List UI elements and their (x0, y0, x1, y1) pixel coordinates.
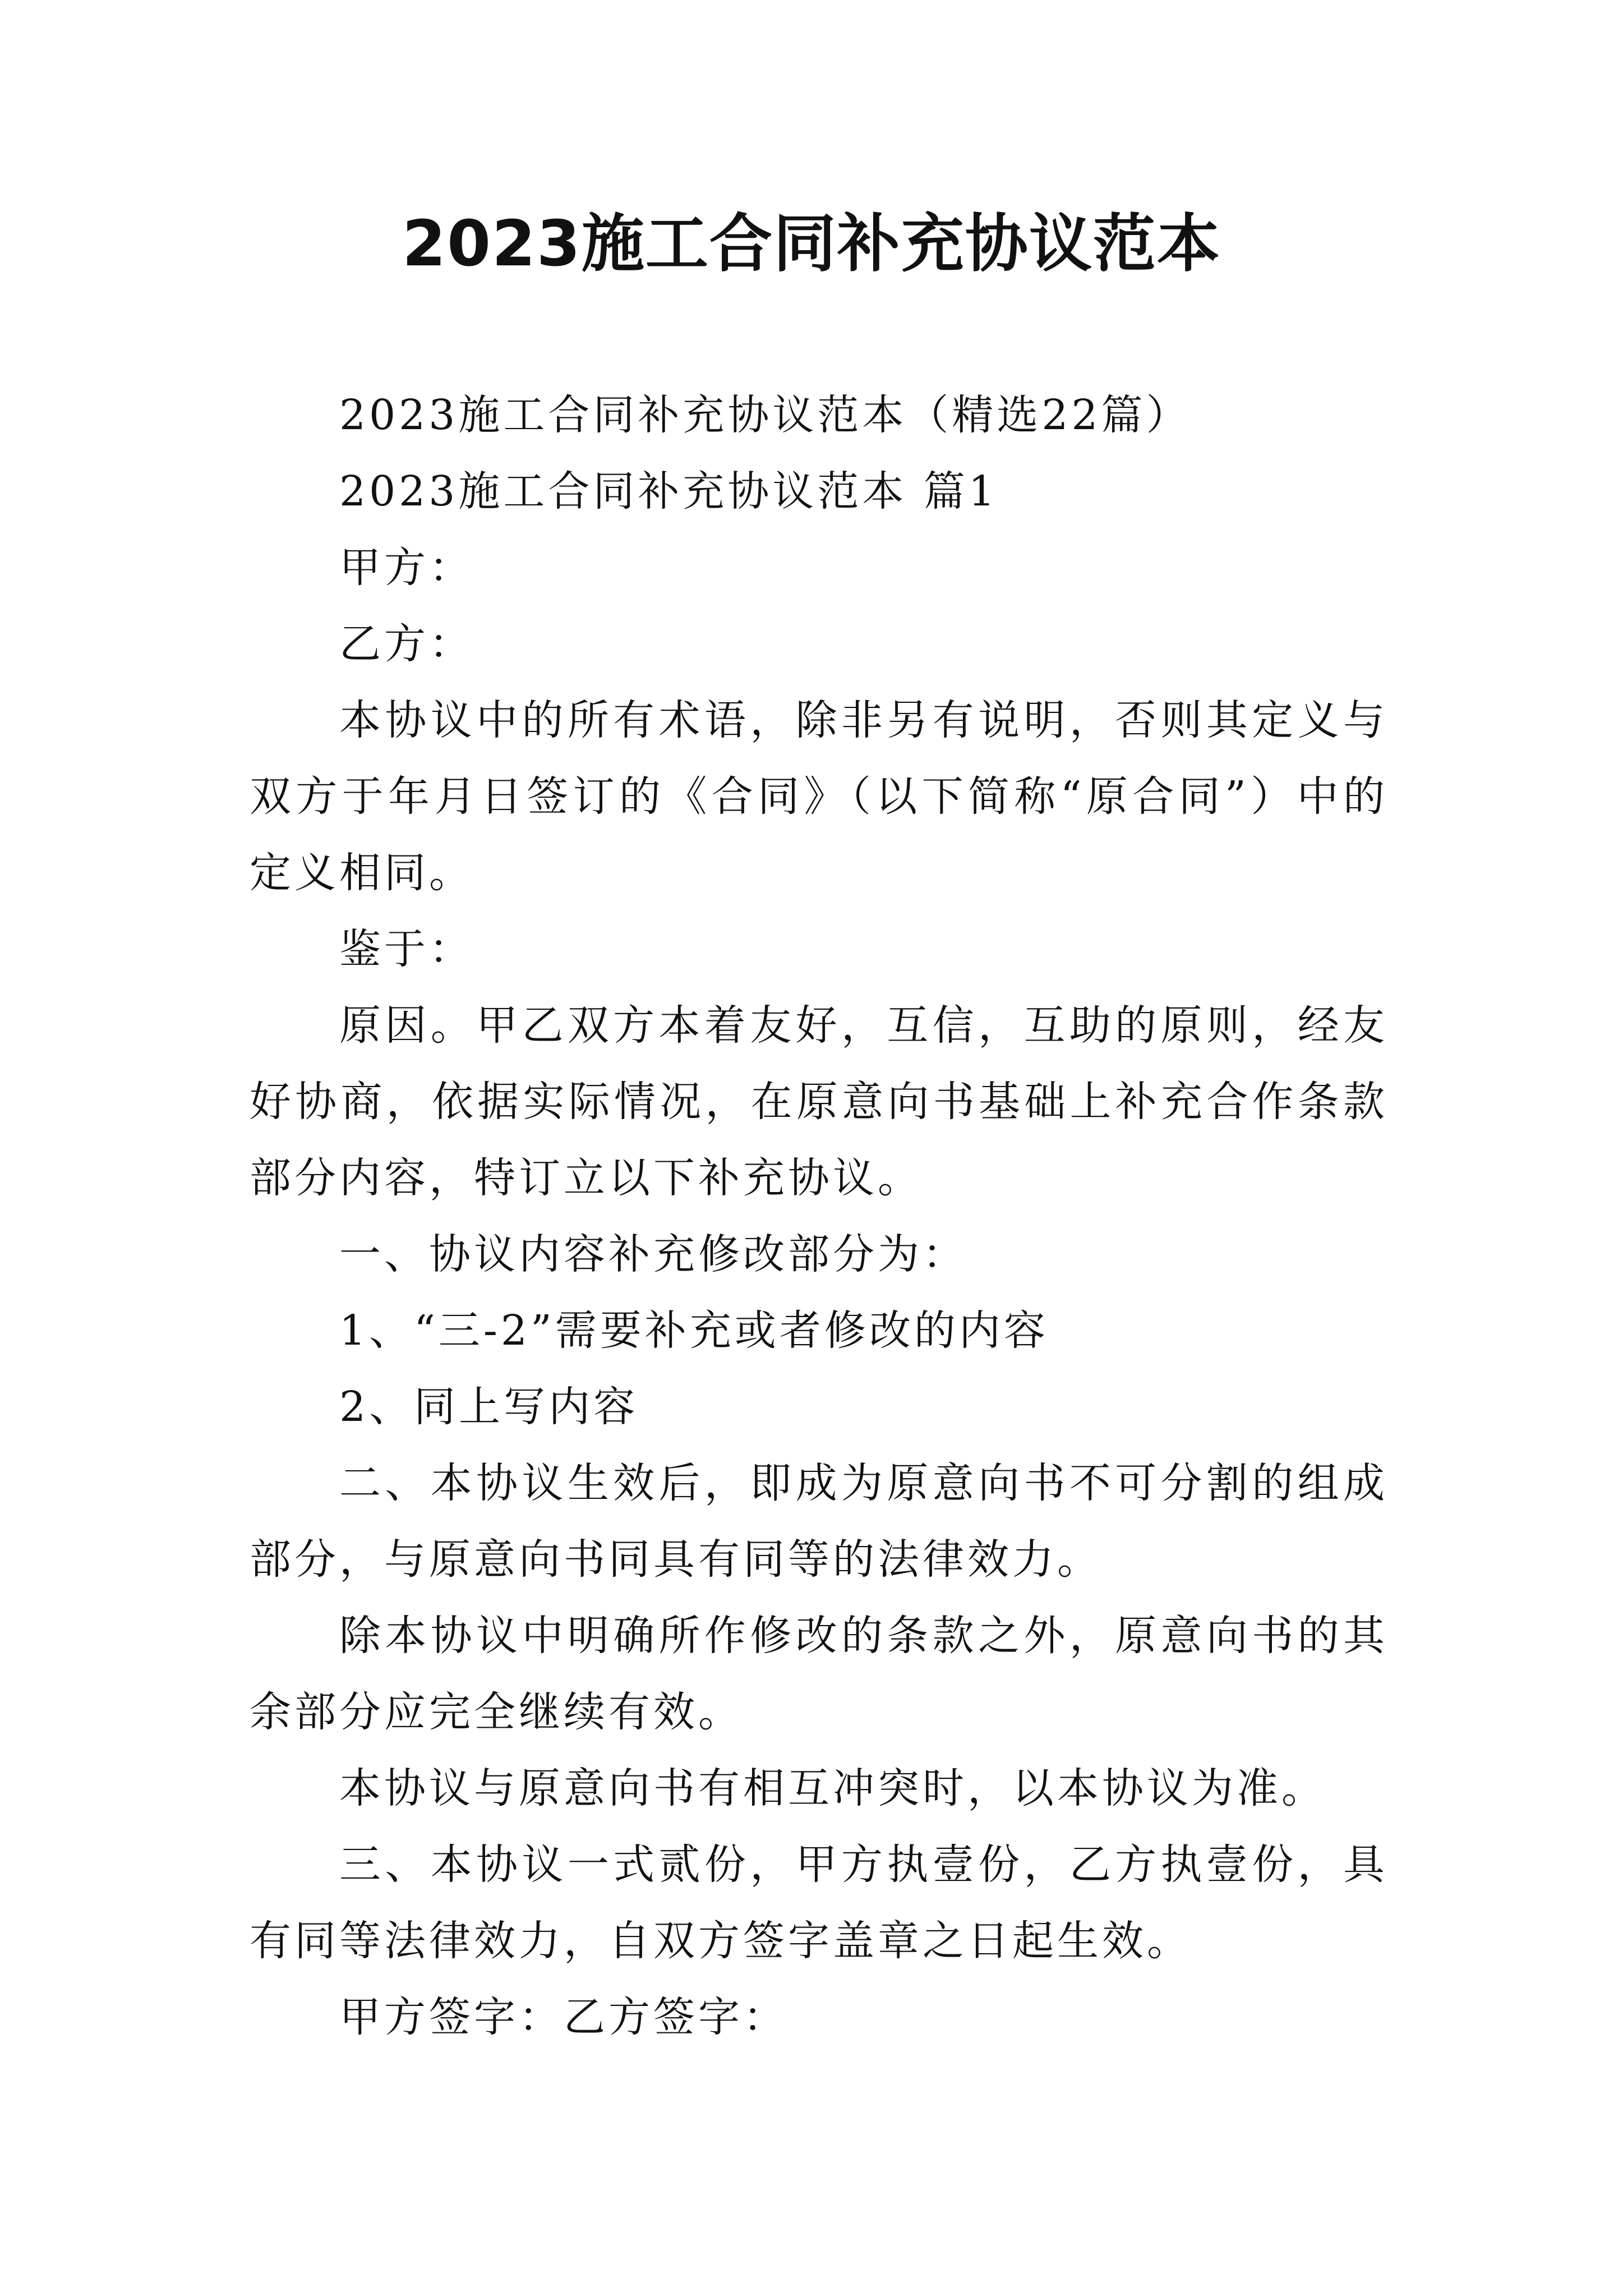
paragraph-signatures: 甲方签字：乙方签字： (339, 1993, 788, 2041)
document-body (250, 377, 1388, 2055)
paragraph-item-1: 1、“三-2”需要补充或者修改的内容 (339, 1306, 1049, 1355)
paragraph-definitions: 本协议中的所有术语，除非另有说明，否则其定义与双方于年月日签订的《合同》（以下简称“原合同”）中的定义相同。 (250, 696, 1388, 897)
paragraph-clause-one: 一、协议内容补充修改部分为： (339, 1230, 967, 1278)
paragraph-collection-title: 2023施工合同补充协议范本（精选22篇） (339, 391, 1191, 439)
paragraph-conflict: 本协议与原意向书有相互冲突时，以本协议为准。 (339, 1764, 1326, 1812)
paragraph-item-2: 2、同上写内容 (339, 1383, 639, 1431)
paragraph-party-b: 乙方： (339, 620, 474, 668)
paragraph-remaining-valid: 除本协议中明确所作修改的条款之外，原意向书的其余部分应完全继续有效。 (250, 1612, 1388, 1736)
paragraph-clause-three: 三、本协议一式贰份，甲方执壹份，乙方执壹份，具有同等法律效力，自双方签字盖章之日起生效。 (250, 1841, 1388, 1965)
paragraph-section-title: 2023施工合同补充协议范本 篇1 (339, 467, 998, 516)
paragraph-party-a: 甲方： (339, 544, 474, 592)
document-title: 2023施工合同补充协议范本 (402, 208, 1221, 280)
paragraph-clause-two: 二、本协议生效后，即成为原意向书不可分割的组成部分，与原意向书同具有同等的法律效力。 (250, 1459, 1388, 1584)
paragraph-whereas: 鉴于： (339, 925, 474, 973)
paragraph-reason: 原因。甲乙双方本着友好，互信，互助的原则，经友好协商，依据实际情况，在原意向书基础上补充合作条款部分内容，特订立以下补充协议。 (250, 1001, 1388, 1202)
